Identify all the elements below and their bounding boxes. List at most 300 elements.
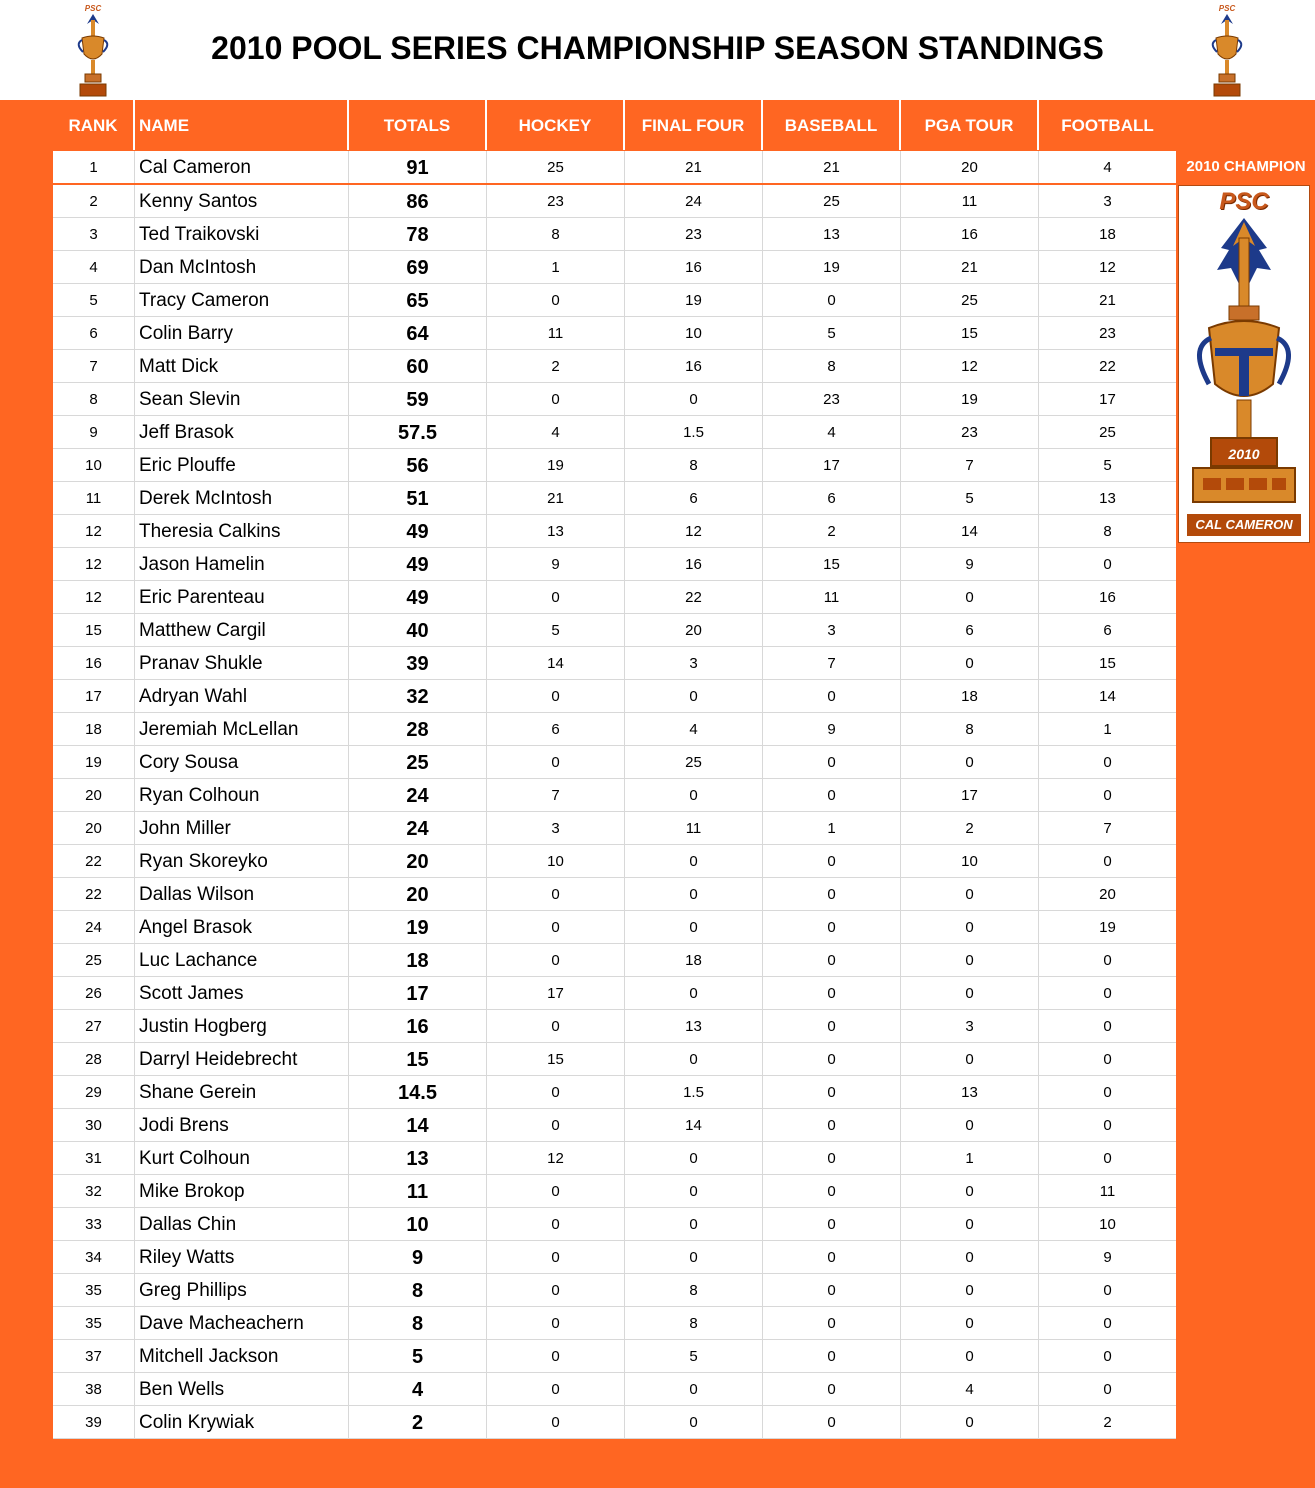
baseball-cell: 0 bbox=[763, 1208, 901, 1240]
football-cell: 15 bbox=[1099, 655, 1116, 672]
column-header-hockey[interactable]: HOCKEY bbox=[487, 100, 625, 150]
name-cell: Scott James bbox=[135, 977, 349, 1009]
baseball-cell: 3 bbox=[763, 614, 901, 646]
name-cell: Jodi Brens bbox=[135, 1109, 349, 1141]
hockey-cell: 0 bbox=[487, 680, 625, 712]
table-row bbox=[53, 581, 1176, 614]
baseball-cell: 0 bbox=[763, 1109, 901, 1141]
pga-tour-cell: 12 bbox=[901, 350, 1039, 382]
rank-cell: 12 bbox=[53, 548, 135, 580]
baseball-cell: 0 bbox=[763, 1373, 901, 1405]
pga-tour-cell: 0 bbox=[901, 1109, 1039, 1141]
pga-tour-cell: 2 bbox=[901, 812, 1039, 844]
table-row bbox=[53, 614, 1176, 647]
rank-cell: 12 bbox=[53, 581, 135, 613]
totals-cell: 11 bbox=[349, 1175, 487, 1207]
rank-cell: 7 bbox=[53, 350, 135, 382]
final-four-cell: 24 bbox=[625, 185, 763, 217]
baseball-cell: 0 bbox=[763, 1406, 901, 1438]
name-cell: Tracy Cameron bbox=[135, 284, 349, 316]
table-row bbox=[53, 482, 1176, 515]
totals-cell: 49 bbox=[349, 548, 487, 580]
pga-tour-cell: 18 bbox=[901, 680, 1039, 712]
pga-tour-cell: 15 bbox=[901, 317, 1039, 349]
final-four-cell: 11 bbox=[625, 812, 763, 844]
football-cell: 7 bbox=[1103, 820, 1112, 837]
totals-cell: 32 bbox=[349, 680, 487, 712]
name-cell: Jeremiah McLellan bbox=[135, 713, 349, 745]
hockey-cell: 0 bbox=[487, 1241, 625, 1273]
hockey-cell: 0 bbox=[487, 944, 625, 976]
football-cell: 0 bbox=[1103, 1348, 1112, 1365]
svg-text:PSC: PSC bbox=[1218, 4, 1236, 13]
column-header-football[interactable]: FOOTBALL bbox=[1061, 116, 1154, 135]
table-row bbox=[53, 1043, 1176, 1076]
hockey-cell: 0 bbox=[487, 746, 625, 778]
column-header-final-four[interactable]: FINAL FOUR bbox=[625, 100, 763, 150]
totals-cell: 39 bbox=[349, 647, 487, 679]
totals-cell: 65 bbox=[349, 284, 487, 316]
pga-tour-cell: 19 bbox=[901, 383, 1039, 415]
baseball-cell: 0 bbox=[763, 1274, 901, 1306]
final-four-cell: 0 bbox=[625, 1241, 763, 1273]
rank-cell: 35 bbox=[53, 1274, 135, 1306]
name-cell: Eric Plouffe bbox=[135, 449, 349, 481]
rank-cell: 27 bbox=[53, 1010, 135, 1042]
hockey-cell: 7 bbox=[487, 779, 625, 811]
final-four-cell: 20 bbox=[625, 614, 763, 646]
baseball-cell: 0 bbox=[763, 911, 901, 943]
hockey-cell: 19 bbox=[487, 449, 625, 481]
pga-tour-cell: 0 bbox=[901, 977, 1039, 1009]
baseball-cell: 11 bbox=[763, 581, 901, 613]
football-cell: 0 bbox=[1103, 853, 1112, 870]
football-cell: 0 bbox=[1103, 1381, 1112, 1398]
standings-table bbox=[53, 151, 1176, 1439]
name-cell: Colin Barry bbox=[135, 317, 349, 349]
rank-cell: 8 bbox=[53, 383, 135, 415]
rank-cell: 19 bbox=[53, 746, 135, 778]
pga-tour-cell: 1 bbox=[901, 1142, 1039, 1174]
rank-cell: 11 bbox=[53, 482, 135, 514]
rank-cell: 15 bbox=[53, 614, 135, 646]
totals-cell: 28 bbox=[349, 713, 487, 745]
baseball-cell: 0 bbox=[763, 977, 901, 1009]
hockey-cell: 0 bbox=[487, 1208, 625, 1240]
football-cell: 25 bbox=[1099, 424, 1116, 441]
name-cell: Kurt Colhoun bbox=[135, 1142, 349, 1174]
final-four-cell: 0 bbox=[625, 911, 763, 943]
pga-tour-cell: 0 bbox=[901, 1274, 1039, 1306]
final-four-cell: 8 bbox=[625, 1307, 763, 1339]
table-row bbox=[53, 746, 1176, 779]
totals-cell: 60 bbox=[349, 350, 487, 382]
pga-tour-cell: 0 bbox=[901, 944, 1039, 976]
football-cell: 11 bbox=[1099, 1183, 1116, 1200]
final-four-cell: 3 bbox=[625, 647, 763, 679]
final-four-cell: 0 bbox=[625, 1043, 763, 1075]
totals-cell: 24 bbox=[349, 779, 487, 811]
final-four-cell: 14 bbox=[625, 1109, 763, 1141]
baseball-cell: 6 bbox=[763, 482, 901, 514]
final-four-cell: 0 bbox=[625, 1175, 763, 1207]
pga-tour-cell: 0 bbox=[901, 1340, 1039, 1372]
page-title: 2010 POOL SERIES CHAMPIONSHIP SEASON STANDINGS bbox=[211, 30, 1104, 66]
final-four-cell: 19 bbox=[625, 284, 763, 316]
baseball-cell: 0 bbox=[763, 680, 901, 712]
final-four-cell: 18 bbox=[625, 944, 763, 976]
totals-cell: 8 bbox=[349, 1307, 487, 1339]
final-four-cell: 0 bbox=[625, 845, 763, 877]
totals-cell: 14 bbox=[349, 1109, 487, 1141]
hockey-cell: 0 bbox=[487, 1373, 625, 1405]
table-row bbox=[53, 812, 1176, 845]
football-cell: 1 bbox=[1103, 721, 1112, 738]
name-cell: Dan McIntosh bbox=[135, 251, 349, 283]
pga-tour-cell: 0 bbox=[901, 1307, 1039, 1339]
name-cell: Mitchell Jackson bbox=[135, 1340, 349, 1372]
name-cell: Ted Traikovski bbox=[135, 218, 349, 250]
table-row bbox=[53, 647, 1176, 680]
table-row bbox=[53, 779, 1176, 812]
champion-name: CAL CAMERON bbox=[1187, 514, 1301, 536]
hockey-cell: 0 bbox=[487, 878, 625, 910]
column-header-baseball[interactable]: BASEBALL bbox=[763, 100, 901, 150]
football-cell: 4 bbox=[1103, 159, 1112, 176]
pga-tour-cell: 0 bbox=[901, 1241, 1039, 1273]
rank-cell: 4 bbox=[53, 251, 135, 283]
football-cell: 0 bbox=[1103, 1084, 1112, 1101]
hockey-cell: 0 bbox=[487, 1340, 625, 1372]
name-cell: Colin Krywiak bbox=[135, 1406, 349, 1438]
baseball-cell: 13 bbox=[763, 218, 901, 250]
table-row bbox=[53, 977, 1176, 1010]
football-cell: 13 bbox=[1099, 490, 1116, 507]
table-row bbox=[53, 1208, 1176, 1241]
table-row bbox=[53, 284, 1176, 317]
table-row bbox=[53, 680, 1176, 713]
hockey-cell: 6 bbox=[487, 713, 625, 745]
totals-cell: 40 bbox=[349, 614, 487, 646]
table-row bbox=[53, 1175, 1176, 1208]
hockey-cell: 11 bbox=[487, 317, 625, 349]
hockey-cell: 0 bbox=[487, 911, 625, 943]
final-four-cell: 0 bbox=[625, 977, 763, 1009]
rank-cell: 28 bbox=[53, 1043, 135, 1075]
football-cell: 16 bbox=[1099, 589, 1116, 606]
rank-cell: 22 bbox=[53, 845, 135, 877]
pga-tour-cell: 0 bbox=[901, 1043, 1039, 1075]
hockey-cell: 4 bbox=[487, 416, 625, 448]
pga-tour-cell: 0 bbox=[901, 878, 1039, 910]
baseball-cell: 2 bbox=[763, 515, 901, 547]
baseball-cell: 0 bbox=[763, 1175, 901, 1207]
name-cell: Adryan Wahl bbox=[135, 680, 349, 712]
totals-cell: 64 bbox=[349, 317, 487, 349]
final-four-cell: 8 bbox=[625, 1274, 763, 1306]
final-four-cell: 0 bbox=[625, 680, 763, 712]
rank-cell: 24 bbox=[53, 911, 135, 943]
hockey-cell: 14 bbox=[487, 647, 625, 679]
hockey-cell: 0 bbox=[487, 1307, 625, 1339]
pga-tour-cell: 20 bbox=[901, 151, 1039, 183]
baseball-cell: 0 bbox=[763, 1010, 901, 1042]
pga-tour-cell: 16 bbox=[901, 218, 1039, 250]
totals-cell: 86 bbox=[349, 185, 487, 217]
name-cell: Cal Cameron bbox=[135, 151, 349, 183]
rank-cell: 32 bbox=[53, 1175, 135, 1207]
table-row bbox=[53, 218, 1176, 251]
page-header bbox=[0, 0, 1315, 101]
football-cell: 5 bbox=[1103, 457, 1112, 474]
rank-cell: 34 bbox=[53, 1241, 135, 1273]
name-cell: Luc Lachance bbox=[135, 944, 349, 976]
name-cell: Greg Phillips bbox=[135, 1274, 349, 1306]
table-row bbox=[53, 1076, 1176, 1109]
pga-tour-cell: 7 bbox=[901, 449, 1039, 481]
table-row bbox=[53, 1406, 1176, 1439]
rank-cell: 1 bbox=[53, 151, 135, 183]
table-row bbox=[53, 317, 1176, 350]
final-four-cell: 16 bbox=[625, 548, 763, 580]
baseball-cell: 23 bbox=[763, 383, 901, 415]
baseball-cell: 7 bbox=[763, 647, 901, 679]
final-four-cell: 4 bbox=[625, 713, 763, 745]
final-four-cell: 0 bbox=[625, 1208, 763, 1240]
football-cell: 0 bbox=[1103, 556, 1112, 573]
table-row bbox=[53, 845, 1176, 878]
totals-cell: 9 bbox=[349, 1241, 487, 1273]
pga-tour-cell: 4 bbox=[901, 1373, 1039, 1405]
table-row bbox=[53, 1274, 1176, 1307]
hockey-cell: 13 bbox=[487, 515, 625, 547]
totals-cell: 24 bbox=[349, 812, 487, 844]
hockey-cell: 0 bbox=[487, 1076, 625, 1108]
pga-tour-cell: 13 bbox=[901, 1076, 1039, 1108]
pga-tour-cell: 25 bbox=[901, 284, 1039, 316]
football-cell: 19 bbox=[1099, 919, 1116, 936]
football-cell: 0 bbox=[1103, 1051, 1112, 1068]
football-cell: 12 bbox=[1099, 259, 1116, 276]
baseball-cell: 8 bbox=[763, 350, 901, 382]
totals-cell: 25 bbox=[349, 746, 487, 778]
table-row bbox=[53, 1241, 1176, 1274]
name-cell: Matt Dick bbox=[135, 350, 349, 382]
pga-tour-cell: 14 bbox=[901, 515, 1039, 547]
pga-tour-cell: 0 bbox=[901, 911, 1039, 943]
name-cell: Dallas Wilson bbox=[135, 878, 349, 910]
baseball-cell: 0 bbox=[763, 1307, 901, 1339]
football-cell: 6 bbox=[1103, 622, 1112, 639]
final-four-cell: 12 bbox=[625, 515, 763, 547]
column-header-name[interactable]: NAME bbox=[135, 100, 349, 150]
rank-cell: 5 bbox=[53, 284, 135, 316]
baseball-cell: 19 bbox=[763, 251, 901, 283]
rank-cell: 37 bbox=[53, 1340, 135, 1372]
pga-tour-cell: 6 bbox=[901, 614, 1039, 646]
column-header-pga-tour[interactable]: PGA TOUR bbox=[901, 100, 1039, 150]
final-four-cell: 0 bbox=[625, 383, 763, 415]
football-cell: 2 bbox=[1103, 1414, 1112, 1431]
hockey-cell: 0 bbox=[487, 581, 625, 613]
final-four-cell: 1.5 bbox=[625, 1076, 763, 1108]
name-cell: John Miller bbox=[135, 812, 349, 844]
hockey-cell: 0 bbox=[487, 1274, 625, 1306]
table-row bbox=[53, 151, 1176, 185]
table-row bbox=[53, 416, 1176, 449]
rank-cell: 29 bbox=[53, 1076, 135, 1108]
table-row bbox=[53, 1142, 1176, 1175]
final-four-cell: 6 bbox=[625, 482, 763, 514]
name-cell: Jason Hamelin bbox=[135, 548, 349, 580]
table-row bbox=[53, 1010, 1176, 1043]
football-cell: 0 bbox=[1103, 952, 1112, 969]
baseball-cell: 0 bbox=[763, 944, 901, 976]
name-cell: Shane Gerein bbox=[135, 1076, 349, 1108]
final-four-cell: 0 bbox=[625, 1373, 763, 1405]
name-cell: Dave Macheachern bbox=[135, 1307, 349, 1339]
final-four-cell: 1.5 bbox=[625, 416, 763, 448]
final-four-cell: 8 bbox=[625, 449, 763, 481]
baseball-cell: 4 bbox=[763, 416, 901, 448]
rank-cell: 33 bbox=[53, 1208, 135, 1240]
pga-tour-cell: 0 bbox=[901, 1208, 1039, 1240]
table-row bbox=[53, 548, 1176, 581]
football-cell: 0 bbox=[1103, 985, 1112, 1002]
hockey-cell: 1 bbox=[487, 251, 625, 283]
pga-tour-cell: 8 bbox=[901, 713, 1039, 745]
totals-cell: 20 bbox=[349, 878, 487, 910]
final-four-cell: 0 bbox=[625, 1406, 763, 1438]
pga-tour-cell: 23 bbox=[901, 416, 1039, 448]
football-cell: 21 bbox=[1099, 292, 1116, 309]
name-cell: Matthew Cargil bbox=[135, 614, 349, 646]
column-header-rank[interactable]: RANK bbox=[53, 100, 135, 150]
totals-cell: 19 bbox=[349, 911, 487, 943]
totals-cell: 91 bbox=[349, 151, 487, 183]
baseball-cell: 0 bbox=[763, 845, 901, 877]
football-cell: 0 bbox=[1103, 1315, 1112, 1332]
rank-cell: 2 bbox=[53, 185, 135, 217]
hockey-cell: 8 bbox=[487, 218, 625, 250]
svg-text:PSC: PSC bbox=[84, 4, 102, 13]
totals-cell: 8 bbox=[349, 1274, 487, 1306]
totals-cell: 15 bbox=[349, 1043, 487, 1075]
champion-label: 2010 CHAMPION bbox=[1186, 158, 1306, 175]
totals-cell: 49 bbox=[349, 515, 487, 547]
pga-tour-cell: 3 bbox=[901, 1010, 1039, 1042]
final-four-cell: 5 bbox=[625, 1340, 763, 1372]
totals-cell: 5 bbox=[349, 1340, 487, 1372]
name-cell: Dallas Chin bbox=[135, 1208, 349, 1240]
rank-cell: 17 bbox=[53, 680, 135, 712]
baseball-cell: 0 bbox=[763, 284, 901, 316]
rank-cell: 16 bbox=[53, 647, 135, 679]
football-cell: 0 bbox=[1103, 754, 1112, 771]
column-header-totals[interactable]: TOTALS bbox=[349, 100, 487, 150]
totals-cell: 16 bbox=[349, 1010, 487, 1042]
football-cell: 9 bbox=[1103, 1249, 1112, 1266]
baseball-cell: 5 bbox=[763, 317, 901, 349]
hockey-cell: 23 bbox=[487, 185, 625, 217]
totals-cell: 14.5 bbox=[349, 1076, 487, 1108]
hockey-cell: 0 bbox=[487, 1406, 625, 1438]
totals-cell: 57.5 bbox=[349, 416, 487, 448]
final-four-cell: 16 bbox=[625, 350, 763, 382]
football-cell: 8 bbox=[1103, 523, 1112, 540]
pga-tour-cell: 10 bbox=[901, 845, 1039, 877]
baseball-cell: 25 bbox=[763, 185, 901, 217]
pga-tour-cell: 0 bbox=[901, 746, 1039, 778]
football-cell: 17 bbox=[1099, 391, 1116, 408]
trophy-icon bbox=[1207, 2, 1247, 98]
name-cell: Eric Parenteau bbox=[135, 581, 349, 613]
football-cell: 23 bbox=[1099, 325, 1116, 342]
final-four-cell: 13 bbox=[625, 1010, 763, 1042]
totals-cell: 69 bbox=[349, 251, 487, 283]
rank-cell: 20 bbox=[53, 812, 135, 844]
football-cell: 14 bbox=[1099, 688, 1116, 705]
final-four-cell: 23 bbox=[625, 218, 763, 250]
football-cell: 10 bbox=[1099, 1216, 1116, 1233]
name-cell: Derek McIntosh bbox=[135, 482, 349, 514]
totals-cell: 56 bbox=[349, 449, 487, 481]
table-row bbox=[53, 713, 1176, 746]
hockey-cell: 2 bbox=[487, 350, 625, 382]
name-cell: Sean Slevin bbox=[135, 383, 349, 415]
champion-year: 2010 bbox=[1228, 446, 1260, 462]
totals-cell: 20 bbox=[349, 845, 487, 877]
hockey-cell: 0 bbox=[487, 1109, 625, 1141]
football-cell: 0 bbox=[1103, 787, 1112, 804]
rank-cell: 10 bbox=[53, 449, 135, 481]
pga-tour-cell: 0 bbox=[901, 647, 1039, 679]
pga-tour-cell: 9 bbox=[901, 548, 1039, 580]
baseball-cell: 0 bbox=[763, 1043, 901, 1075]
rank-cell: 3 bbox=[53, 218, 135, 250]
football-cell: 3 bbox=[1103, 193, 1112, 210]
baseball-cell: 0 bbox=[763, 878, 901, 910]
baseball-cell: 0 bbox=[763, 779, 901, 811]
baseball-cell: 0 bbox=[763, 1076, 901, 1108]
name-cell: Darryl Heidebrecht bbox=[135, 1043, 349, 1075]
final-four-cell: 10 bbox=[625, 317, 763, 349]
totals-cell: 2 bbox=[349, 1406, 487, 1438]
rank-cell: 12 bbox=[53, 515, 135, 547]
baseball-cell: 17 bbox=[763, 449, 901, 481]
name-cell: Ben Wells bbox=[135, 1373, 349, 1405]
football-cell: 0 bbox=[1103, 1282, 1112, 1299]
totals-cell: 49 bbox=[349, 581, 487, 613]
table-row bbox=[53, 878, 1176, 911]
table-row bbox=[53, 1340, 1176, 1373]
name-cell: Jeff Brasok bbox=[135, 416, 349, 448]
pga-tour-cell: 21 bbox=[901, 251, 1039, 283]
pga-tour-cell: 17 bbox=[901, 779, 1039, 811]
name-cell: Mike Brokop bbox=[135, 1175, 349, 1207]
table-row bbox=[53, 1109, 1176, 1142]
rank-cell: 38 bbox=[53, 1373, 135, 1405]
final-four-cell: 16 bbox=[625, 251, 763, 283]
hockey-cell: 25 bbox=[487, 151, 625, 183]
baseball-cell: 0 bbox=[763, 1340, 901, 1372]
name-cell: Justin Hogberg bbox=[135, 1010, 349, 1042]
pga-tour-cell: 11 bbox=[901, 185, 1039, 217]
hockey-cell: 0 bbox=[487, 383, 625, 415]
baseball-cell: 0 bbox=[763, 1241, 901, 1273]
name-cell: Riley Watts bbox=[135, 1241, 349, 1273]
name-cell: Cory Sousa bbox=[135, 746, 349, 778]
